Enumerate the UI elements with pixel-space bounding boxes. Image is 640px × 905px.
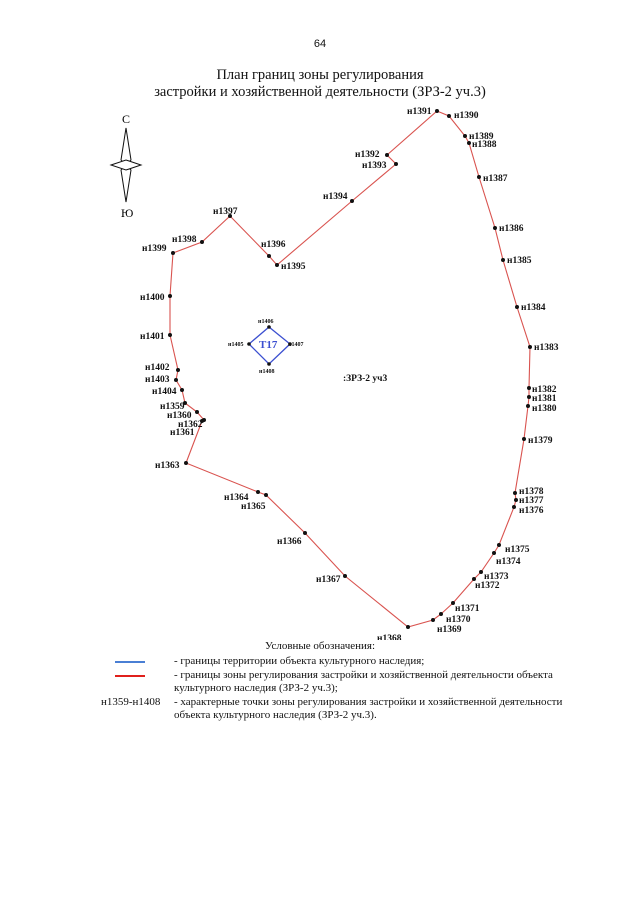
map-title-line-2: застройки и хозяйственной деятельности (ЗРЗ-2 уч.3) [154,84,486,100]
zone-point-marker [526,404,530,408]
zone-point-marker [528,345,532,349]
zone-point-label: н1395 [281,262,306,272]
zone-point-label: н1402 [145,363,170,373]
zone-point-label: н1372 [475,581,500,591]
zone-point-marker [479,570,483,574]
zone-point-marker [463,134,467,138]
map-title-line-1: План границ зоны регулирования [216,67,424,83]
legend-blue-text: - границы территории объекта культурного наследия; [174,655,425,667]
zone-point-label: н1361 [170,428,195,438]
page-number: 64 [313,38,327,50]
zone-point-marker [385,153,389,157]
zone-point-marker [513,491,517,495]
zone-point-label: н1399 [142,244,167,254]
zone-point-marker [527,395,531,399]
zone-point-label: н1370 [446,615,471,625]
zone-point-label: н1381 [532,394,557,404]
object-point-label: н1407 [288,342,304,348]
zone-point-label: н1378 [519,487,544,497]
north-arrow-icon [111,112,141,220]
legend-red-line [115,675,145,677]
zone-point-marker [501,258,505,262]
zone-point-label: н1365 [241,502,266,512]
zone-point-label: н1371 [455,604,480,614]
zone-point-label: н1380 [532,404,557,414]
zone-point-label: н1368 [377,634,402,640]
zone-point-label: н1392 [355,150,380,160]
zone-point-marker [497,543,501,547]
zone-point-marker [180,388,184,392]
zone-point-label: н1362 [178,420,203,430]
zone-point-label: н1367 [316,575,341,585]
zone-point-marker [522,437,526,441]
zone-point-marker [512,505,516,509]
zone-point-label: н1385 [507,256,532,266]
zone-point-marker [200,240,204,244]
legend-points-text-1: - характерные точки зоны регулирования застройки и хозяйственной деятельности [174,696,563,708]
zone-point-marker [171,251,175,255]
zone-point-marker [447,114,451,118]
object-label: Т17 [259,339,278,351]
zone-point-marker [350,199,354,203]
zone-point-marker [492,551,496,555]
object-point-marker [267,362,271,366]
zone-point-label: н1393 [362,161,387,171]
zone-point-label: н1388 [472,140,497,150]
zone-point-label: н1363 [155,461,180,471]
zone-point-marker [514,498,518,502]
zone-point-marker [256,490,260,494]
zone-point-marker [168,333,172,337]
legend-points-text-2: объекта культурного наследия (ЗРЗ-2 уч.3). [174,709,377,721]
zone-point-label: н1376 [519,506,544,516]
zone-point-label: н1364 [224,493,249,503]
zone-point-marker [184,461,188,465]
zone-point-marker [264,493,268,497]
zone-point-marker [394,162,398,166]
legend-blue-line [115,661,145,663]
object-point-label: н1405 [228,342,244,348]
zone-point-marker [527,386,531,390]
zone-point-label: н1377 [519,496,544,506]
zone-point-marker [435,109,439,113]
zone-point-label: н1379 [528,436,553,446]
zone-point-label: н1397 [213,207,238,217]
zone-point-label: н1375 [505,545,530,555]
zone-point-marker [406,625,410,629]
zone-point-label: н1369 [437,625,462,635]
zone-point-marker [343,574,347,578]
zone-point-label: н1398 [172,235,197,245]
zone-point-label: н1382 [532,385,557,395]
zone-point-label: н1359 [160,402,185,412]
legend-title: Условные обозначения: [264,640,376,652]
zone-point-marker [431,618,435,622]
legend-points-key: н1359-н1408 [101,696,161,708]
zone-point-label: н1400 [140,293,165,303]
zone-point-label: н1366 [277,537,302,547]
zone-point-label: н1374 [496,557,521,567]
zone-point-label: н1360 [167,411,192,421]
zone-boundary [170,111,530,627]
object-point-marker [247,342,251,346]
zone-label: :ЗРЗ-2 уч3 [343,374,388,384]
zone-point-marker [195,410,199,414]
object-point-marker [267,325,271,329]
zone-point-label: н1396 [261,240,286,250]
legend-red-text-2: культурного наследия (ЗРЗ-2 уч.3); [174,682,338,694]
compass-north-label: С [122,112,131,126]
zone-point-marker [176,368,180,372]
zone-point-marker [477,175,481,179]
compass-south-label: Ю [121,206,134,220]
zone-point-label: н1390 [454,111,479,121]
zone-point-label: н1403 [145,375,170,385]
legend-red-text-1: - границы зоны регулирования застройки и хозяйственной деятельности объекта [174,669,553,681]
zone-point-marker [168,294,172,298]
zone-point-label: н1384 [521,303,546,313]
zone-point-label: н1387 [483,174,508,184]
zone-point-marker [439,612,443,616]
zone-point-label: н1394 [323,192,348,202]
zone-point-marker [202,418,206,422]
zone-point-label: н1383 [534,343,559,353]
zone-point-label: н1373 [484,572,509,582]
zone-point-marker [493,226,497,230]
zone-point-label: н1386 [499,224,524,234]
zone-point-label: н1389 [469,132,494,142]
object-point-label: н1406 [258,319,274,325]
zone-point-label: н1404 [152,387,177,397]
zone-point-marker [267,254,271,258]
zone-point-marker [174,378,178,382]
zone-point-label: н1401 [140,332,165,342]
zone-point-label: н1391 [407,107,432,117]
zone-point-marker [515,305,519,309]
zone-point-marker [275,263,279,267]
zone-point-marker [303,531,307,535]
object-point-label: н1408 [259,369,275,375]
